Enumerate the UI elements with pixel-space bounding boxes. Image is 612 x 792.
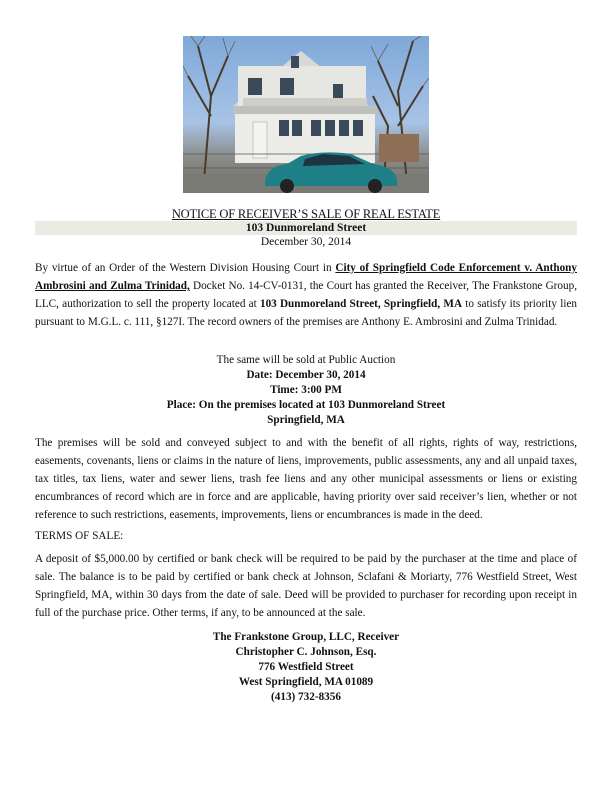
notice-date: December 30, 2014 <box>260 236 352 248</box>
auction-details <box>35 353 577 428</box>
intro-text-3: to satisfy its priority lien pursuant to M.G.L. c. 111, §127I. The record owners of the premises are Anthony E. Ambrosini and Zulma Trinidad. <box>35 298 578 328</box>
receiver-name: The Frankstone Group, LLC, Receiver <box>212 631 400 643</box>
auction-time: Time: 3:00 PM <box>270 384 342 396</box>
auction-intro: The same will be sold at Public Auction <box>216 354 396 366</box>
attorney-name: Christopher C. Johnson, Esq. <box>235 646 377 658</box>
property-address-heading: 103 Dunmoreland Street <box>35 221 577 235</box>
auction-city: Springfield, MA <box>267 414 345 426</box>
notice-title: NOTICE OF RECEIVER’S SALE OF REAL ESTATE <box>171 207 441 221</box>
intro-text-1: By virtue of an Order of the Western Division Housing Court in <box>35 262 336 274</box>
receiver-city: West Springfield, MA 01089 <box>238 676 374 688</box>
intro-text-2: Docket No. 14-CV-0131, the Court has granted the Receiver, The Frankstone Group, LLC, authorization to sell the property located at <box>35 280 577 310</box>
house-photo-graphic <box>183 36 429 193</box>
auction-place: Place: On the premises located at 103 Dunmoreland Street <box>166 399 446 411</box>
receiver-street: 776 Westfield Street <box>258 661 354 673</box>
case-name: City of Springfield Code Enforcement v. Anthony Ambrosini and Zulma Trinidad, <box>35 262 577 292</box>
conditions-paragraph: The premises will be sold and conveyed subject to and with the benefit of all rights, rights of way, restrictions, easements, covenants, liens or claims in the nature of liens, improvements, public assessments, any and all unpaid taxes, tax titles, tax liens, water and sewer liens, trash fee liens and any other municipal assessments or liens or existing encumbrances of record which are in force and are applicable, having priority over said receiver’s lien, whether or not reference to such restrictions, easements, improvements, liens or encumbrances is made in the deed. <box>35 437 577 521</box>
property-location: 103 Dunmoreland Street, Springfield, MA <box>259 298 463 310</box>
intro-paragraph <box>35 259 577 331</box>
receiver-phone: (413) 732-8356 <box>271 691 341 703</box>
receiver-contact <box>35 630 577 705</box>
auction-date: Date: December 30, 2014 <box>246 369 366 381</box>
property-photo <box>183 36 429 193</box>
terms-paragraph: A deposit of $5,000.00 by certified or bank check will be required to be paid by the purchaser at the time and place of sale. The balance is to be paid by certified or bank check at Johnson, Sclafani & Moriarty, 776 Westfield Street, West Springfield, MA, within 30 days from the date of sale. Deed will be provided to purchaser for recording upon receipt in full of the purchase price. Other terms, if any, to be announced at the sale. <box>35 553 577 619</box>
terms-heading: TERMS OF SALE: <box>35 530 124 542</box>
